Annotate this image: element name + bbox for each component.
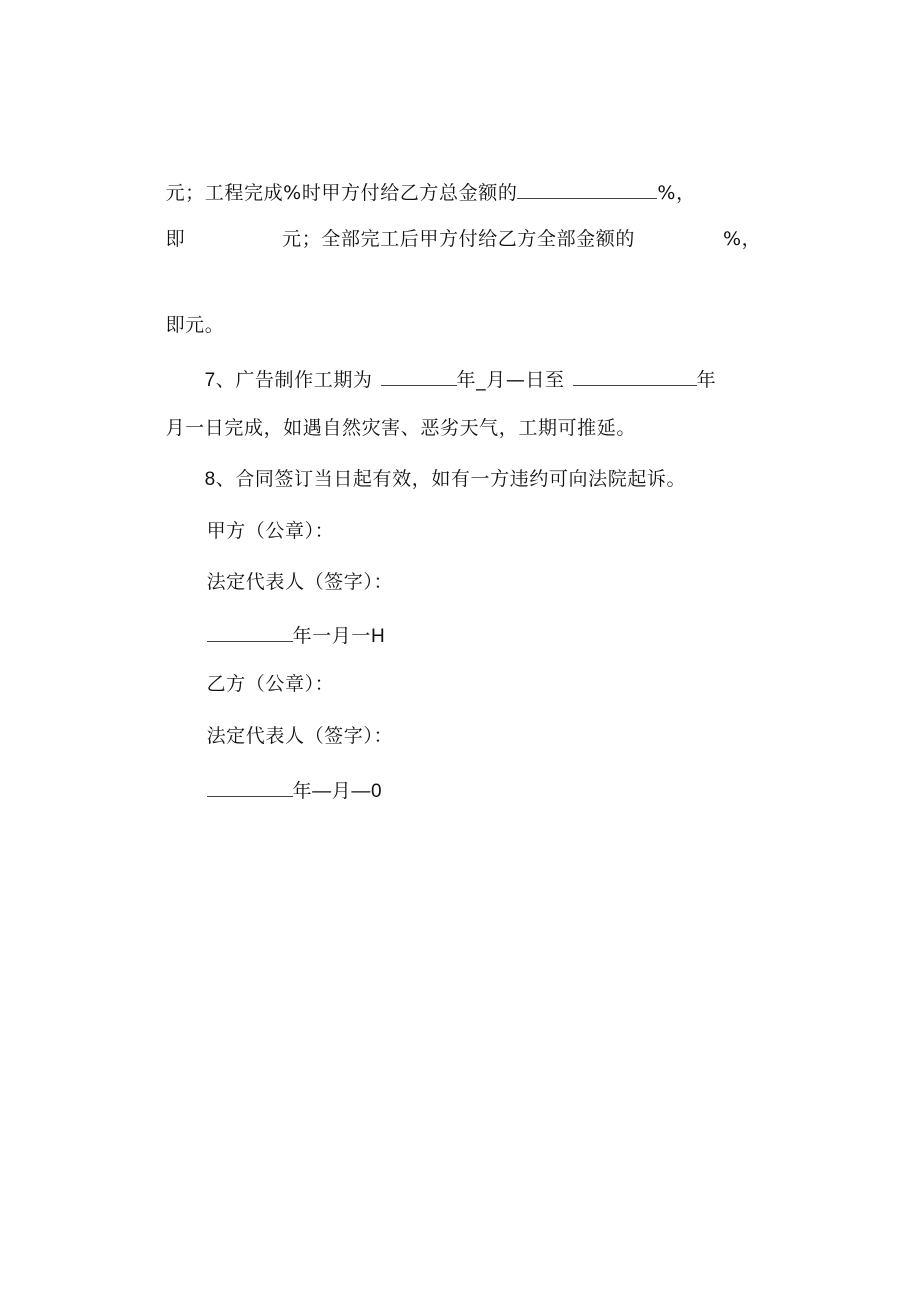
party-a-representative [180,554,393,611]
payment-line-2-middle: 元；全部完工后甲方付给乙方全部金额的 [282,228,635,250]
party-b-representative-text: 法定代表人（签字）： [206,725,394,747]
percentage-blank-1[interactable] [517,181,657,199]
clause-7-continuation-text: 月一日完成，如遇自然灾害、恶劣天气，工期可推延。 [165,417,636,439]
party-a-representative-text: 法定代表人（签字）： [206,571,394,593]
clause-8-text: 、合同签订当日起有效，如有一方违约可向法院起诉。 [215,468,687,490]
party-a-seal [180,503,334,560]
start-year-blank[interactable] [381,368,457,386]
payment-line-3 [139,297,224,354]
clause-7-text-b: 年_月—日至 [456,369,565,391]
party-a-year-blank[interactable] [207,624,293,642]
party-b-representative [180,708,393,765]
clause-7-text-a: 、广告制作工期为 [215,369,373,391]
payment-line-1-suffix: %， [657,182,696,204]
party-b-year-blank[interactable] [207,779,293,797]
party-a-date-text: 年一月一H [292,626,386,647]
clause-7-text-c: 年 [696,369,717,391]
payment-line-1-text: 元；工程完成%时甲方付给乙方总金额的 [165,182,518,204]
clause-8 [178,451,686,508]
party-a-seal-text: 甲方（公章）： [206,520,335,542]
clause-8-number: 8 [204,469,216,490]
clause-7-continuation [139,400,636,457]
end-year-blank[interactable] [573,368,697,386]
party-b-seal [180,656,334,713]
clause-7-number: 7 [204,370,216,391]
party-b-date-text: 年—月—0 [292,781,383,802]
payment-line-2-suffix: %， [722,228,762,250]
party-b-seal-text: 乙方（公章）： [206,673,335,695]
party-b-date [180,760,382,820]
payment-line-3-text: 即元。 [165,314,225,336]
payment-line-2-prefix: 即 [165,228,186,250]
payment-line-2 [139,211,761,268]
